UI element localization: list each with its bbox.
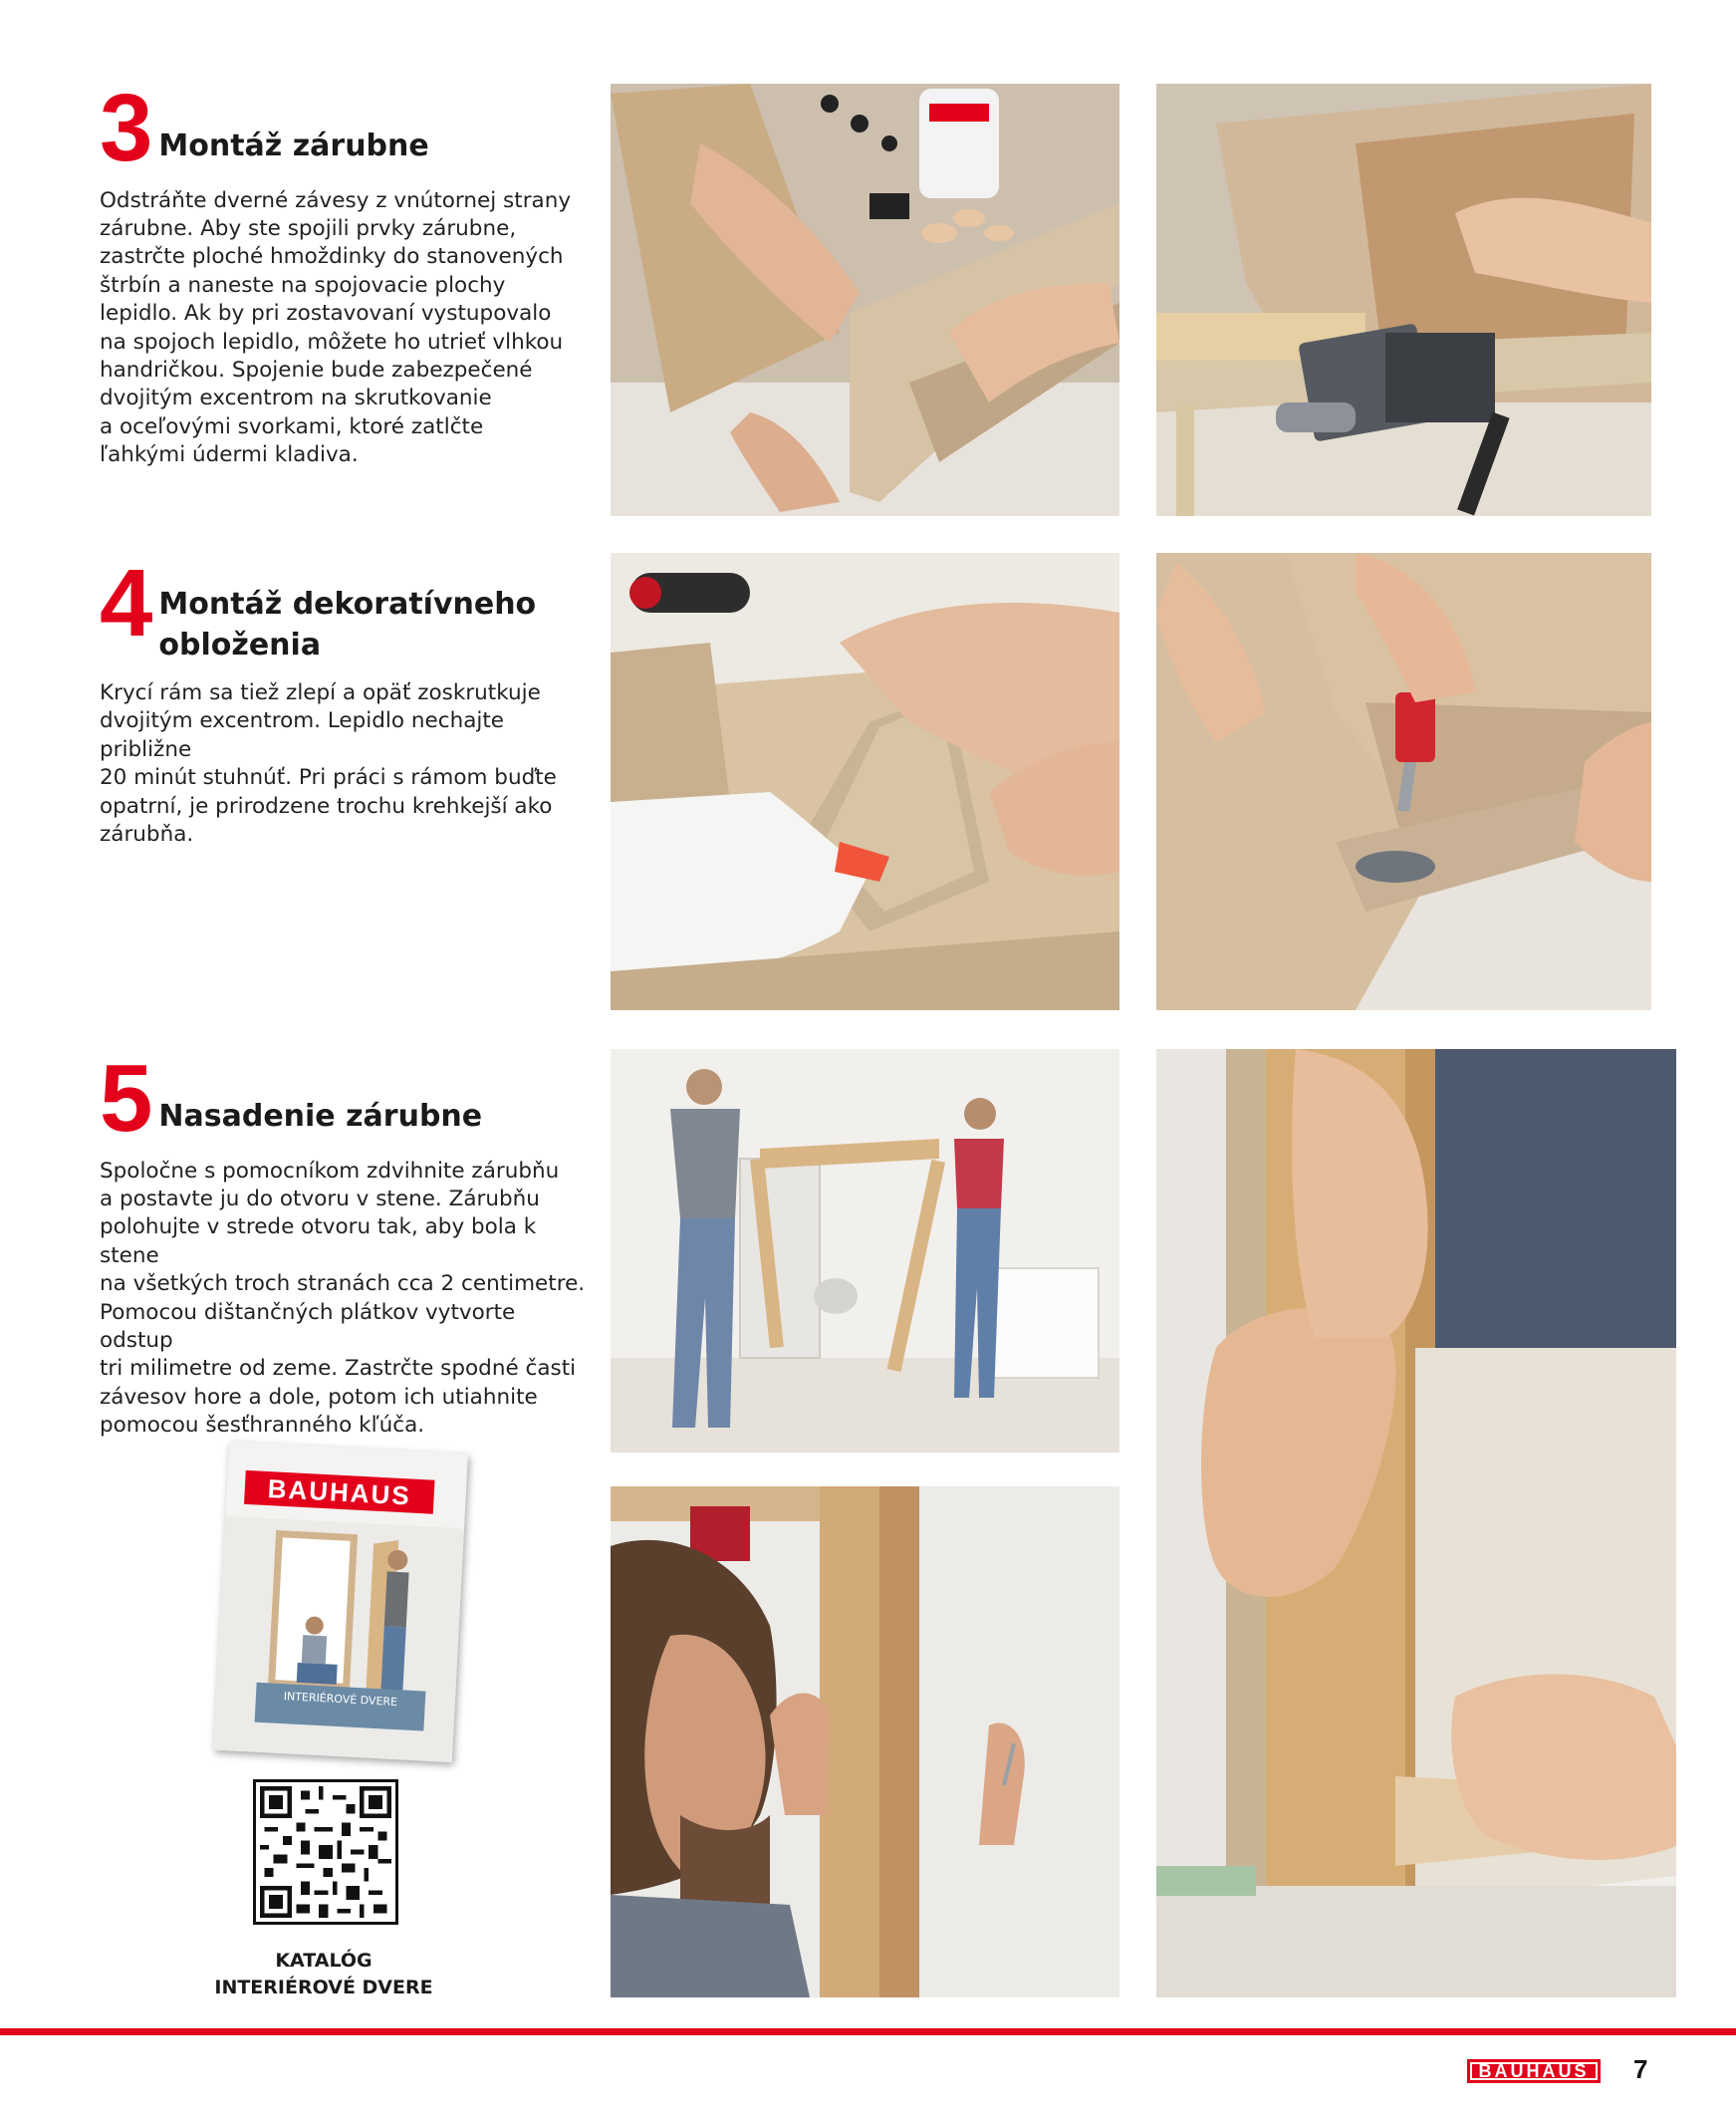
photo-hammer-clamp	[1156, 84, 1651, 516]
step-description: Spoločne s pomocníkom zdvihnite zárubňu a postavte ju do otvoru v stene. Zárubňu polohujte v strede otvoru tak, aby bola k stene na všetkých troch stranách cca 2 centimetre. Pomocou dištančných plátkov vytvorte odstup tri milimetre od zeme. Zastrčte spodné časti závesov hore a dole, potom ich utiahnite pomocou šesťhranného kľúča.	[100, 1158, 586, 1439]
step-number: 4	[100, 550, 151, 657]
step-5-heading	[100, 1045, 588, 1152]
step-description: Odstráňte dverné závesy z vnútornej strany zárubne. Aby ste spojili prvky zárubne, zastrčte ploché hmoždinky do stanovených štrbín a naneste na spojovacie plochy lepidlo. Ak by pri zostavovaní vystupovalo na spojoch lepidlo, môžete ho utrieť vlhkou handričkou. Spojenie bude zabezpečené dvojitým excentrom na skrutkovanie a oceľovými svorkami, ktoré zatlčte ľahkými údermi kladiva.	[100, 187, 572, 468]
step-5	[100, 1045, 588, 1441]
catalog-cover-image[interactable]	[213, 1442, 468, 1762]
step-4-heading	[100, 550, 588, 667]
step-title: Montáž dekoratívneho obloženia	[158, 587, 537, 662]
footer-divider	[0, 2028, 1736, 2035]
qr-code[interactable]	[253, 1779, 398, 1925]
step-description: Krycí rám sa tiež zlepí a opäť zoskrutkuje dvojitým excentrom. Lepidlo nechajte približne 20 minút stuhnúť. Pri práci s rámom buďte opatrní, je prirodzene trochu krehkejší ako zárubňa.	[100, 680, 557, 848]
page-number: 7	[1633, 2054, 1648, 2084]
photo-spacer-placement	[1156, 1049, 1676, 1997]
step-3	[100, 75, 588, 470]
step-4	[100, 550, 588, 849]
footer-bauhaus-logo: BAUHAUS	[1467, 2059, 1601, 2083]
step-3-heading	[100, 75, 588, 181]
step-number: 3	[100, 75, 151, 181]
bauhaus-logo: BAUHAUS	[244, 1470, 435, 1514]
catalog-title-band: INTERIÉROVÉ DVERE	[255, 1683, 426, 1731]
photo-gluing-trim	[611, 553, 1119, 1010]
catalog-link-label	[189, 1948, 458, 2001]
photo-installing-frame	[611, 1486, 1119, 1997]
catalog-label-line2: INTERIÉROVÉ DVERE	[214, 1977, 433, 1998]
step-title: Montáž zárubne	[158, 129, 429, 164]
catalog-label-line1: KATALÓG	[275, 1950, 372, 1972]
step-number: 5	[100, 1045, 151, 1152]
photo-screwing-trim	[1156, 553, 1651, 1010]
photo-lifting-frame	[611, 1049, 1119, 1453]
step-title: Nasadenie zárubne	[158, 1099, 483, 1135]
photo-frame-assembly	[611, 84, 1119, 516]
